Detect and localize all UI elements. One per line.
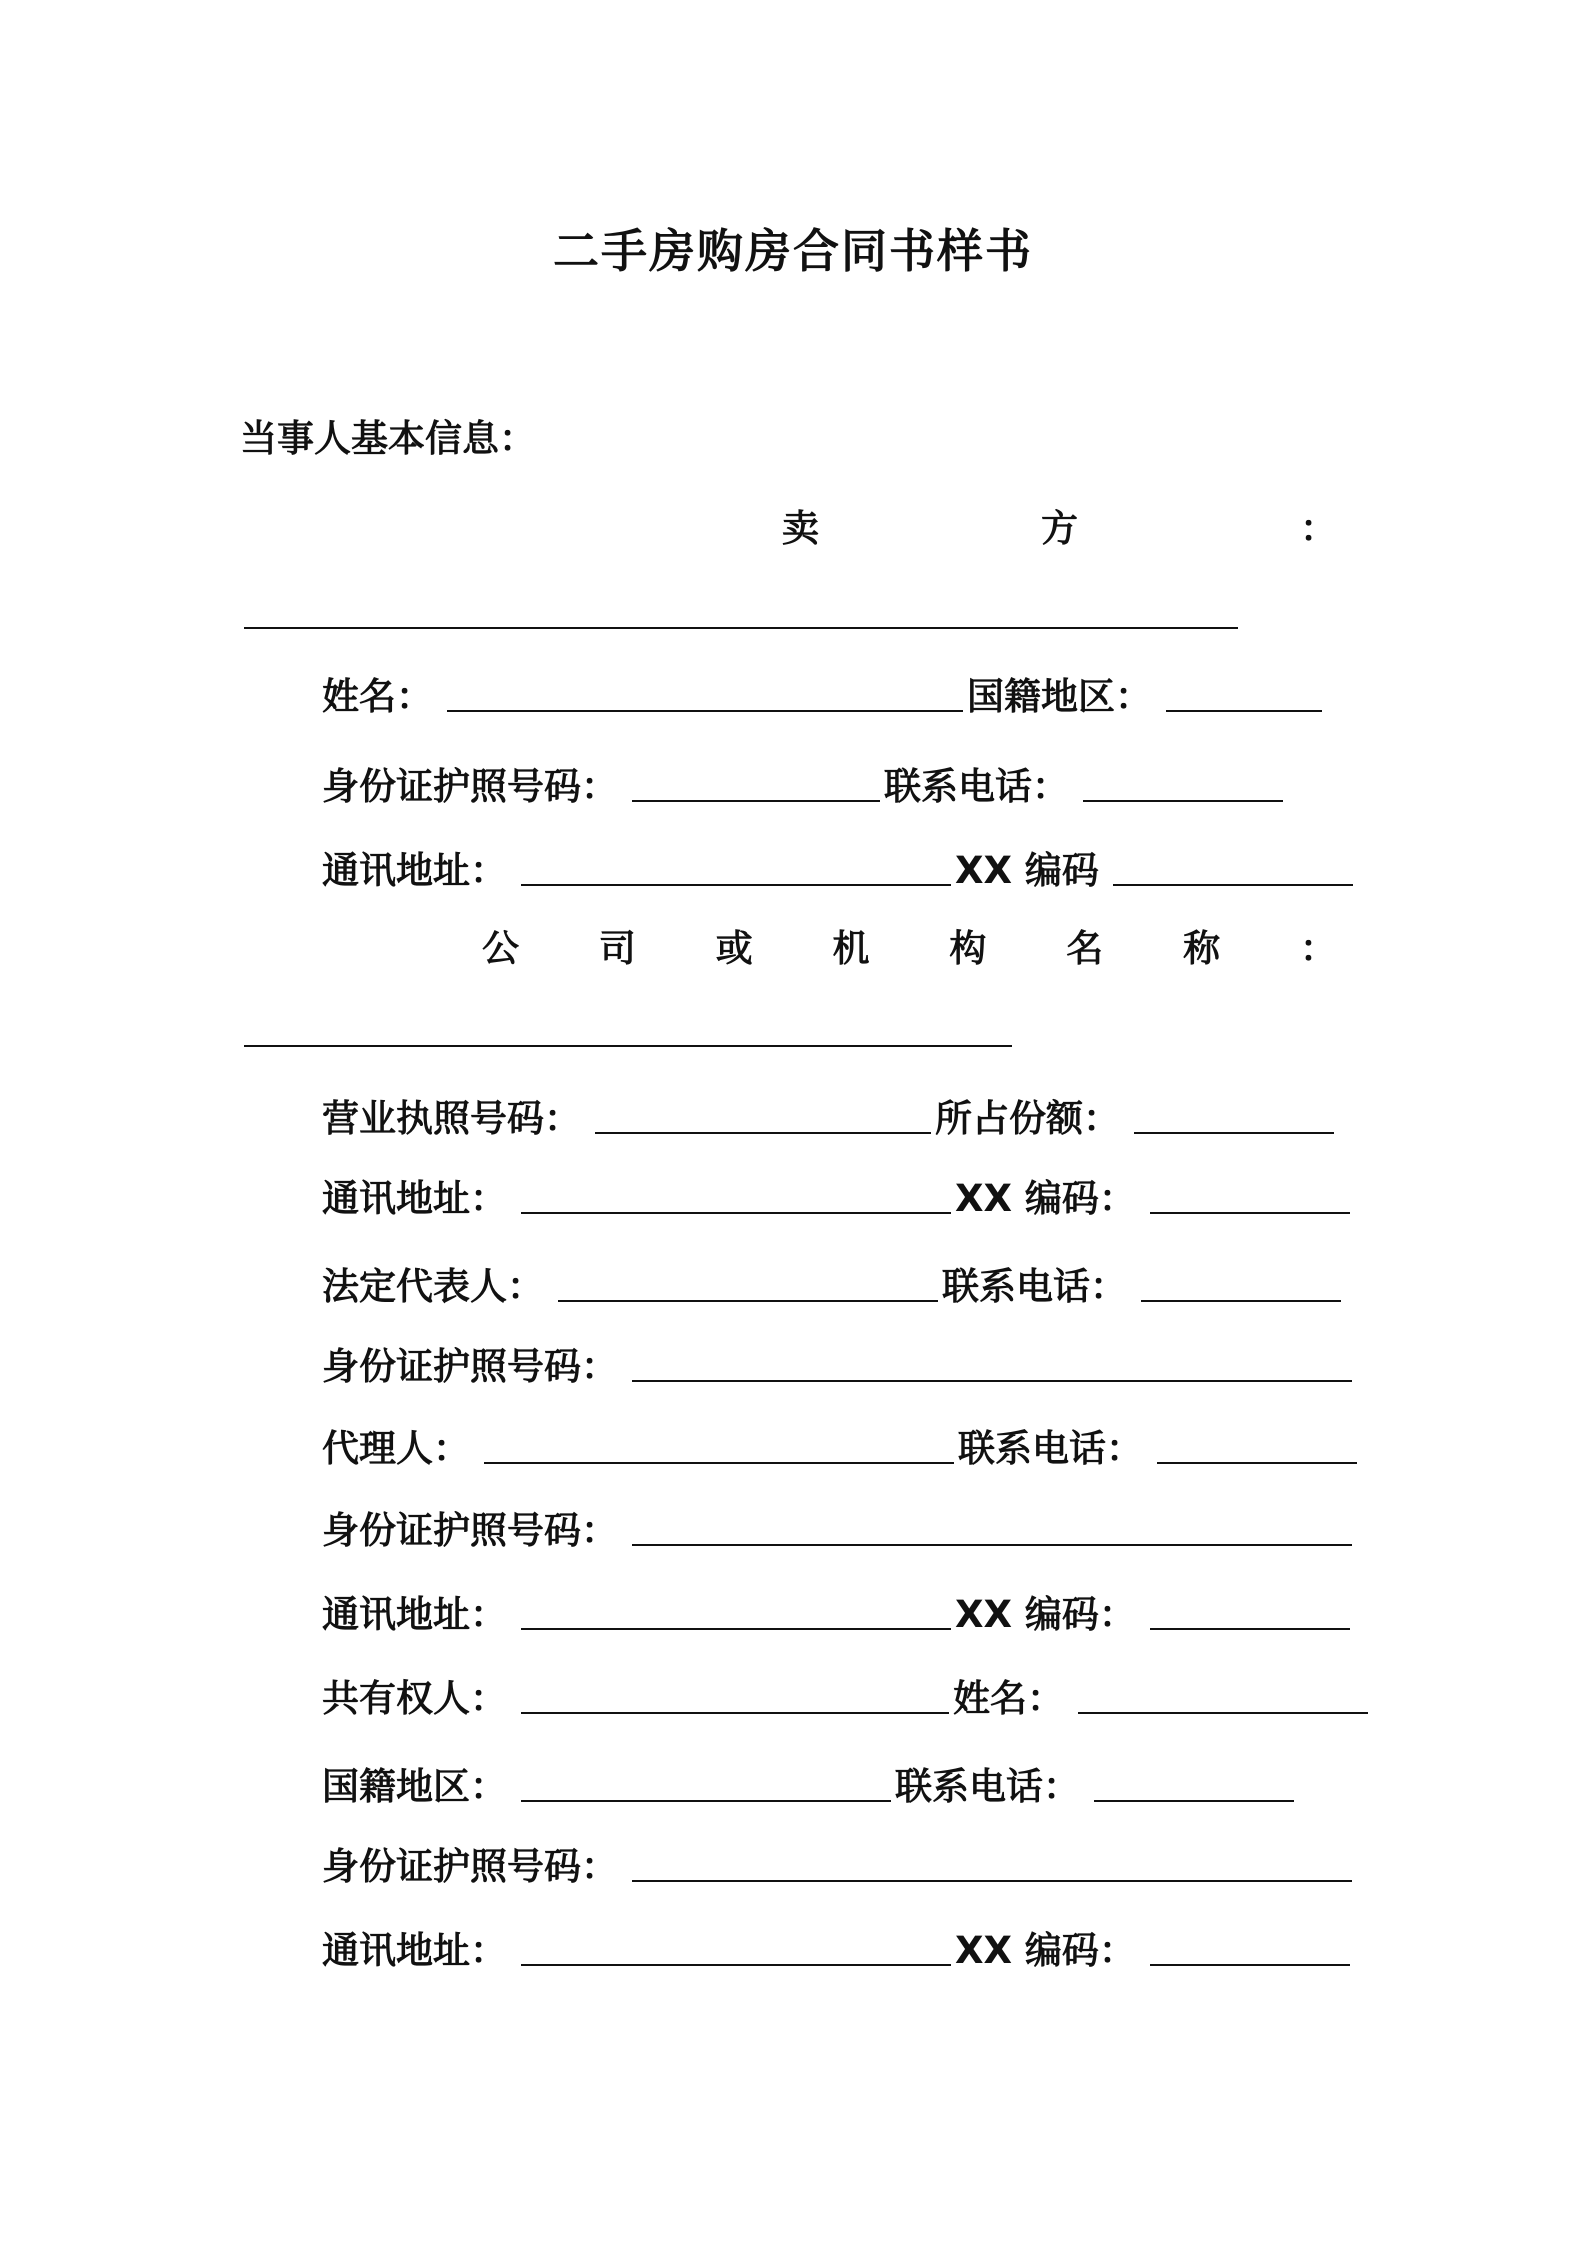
- agent-id-row: [322, 1500, 1352, 1554]
- id-passport-blank[interactable]: [632, 1544, 1352, 1546]
- id-passport-label: 身份证护照号码：: [322, 1345, 618, 1388]
- legal-rep-row: [322, 1256, 1352, 1310]
- phone-label: 联系电话：: [895, 1765, 1080, 1808]
- company-heading-char: 或: [715, 927, 753, 970]
- address-blank[interactable]: [521, 1964, 951, 1966]
- postcode-blank[interactable]: [1113, 884, 1353, 886]
- company-heading-char: 机: [832, 927, 870, 970]
- co-owner-blank[interactable]: [521, 1712, 949, 1714]
- name-blank[interactable]: [447, 710, 963, 712]
- phone-blank[interactable]: [1083, 800, 1283, 802]
- postcode-label: XX 编码：: [955, 1177, 1136, 1220]
- seller-heading-char: 方: [1041, 507, 1078, 550]
- id-passport-label: 身份证护照号码：: [322, 765, 618, 808]
- postcode-blank[interactable]: [1150, 1212, 1350, 1214]
- phone-label: 联系电话：: [884, 765, 1069, 808]
- co-owner-row: [322, 1668, 1352, 1722]
- name-label: 姓名：: [953, 1677, 1064, 1720]
- document-title: 二手房购房合同书样书: [553, 224, 1033, 278]
- legal-rep-blank[interactable]: [558, 1300, 938, 1302]
- nationality-label: 国籍地区：: [967, 675, 1152, 718]
- address-blank[interactable]: [521, 1212, 951, 1214]
- nationality-label: 国籍地区：: [322, 1765, 507, 1808]
- co-owner-nationality-row: [322, 1756, 1352, 1810]
- id-passport-label: 身份证护照号码：: [322, 1509, 618, 1552]
- seller-name-row: [322, 666, 1352, 720]
- legal-rep-label: 法定代表人：: [322, 1265, 544, 1308]
- id-passport-blank[interactable]: [632, 1880, 1352, 1882]
- company-address-row: [322, 1168, 1352, 1222]
- company-heading-char: 名: [1066, 927, 1104, 970]
- company-heading-char: 构: [949, 927, 987, 970]
- postcode-label: XX 编码: [955, 849, 1099, 892]
- address-label: 通讯地址：: [322, 1593, 507, 1636]
- postcode-label: XX 编码：: [955, 1593, 1136, 1636]
- company-heading-char: ：: [1299, 927, 1337, 970]
- share-blank[interactable]: [1134, 1132, 1334, 1134]
- section-heading: 当事人基本信息：: [240, 417, 536, 460]
- phone-label: 联系电话：: [958, 1427, 1143, 1470]
- agent-row: [322, 1418, 1352, 1472]
- phone-blank[interactable]: [1157, 1462, 1357, 1464]
- postcode-label: XX 编码：: [955, 1929, 1136, 1972]
- license-row: [322, 1088, 1352, 1142]
- address-label: 通讯地址：: [322, 1929, 507, 1972]
- co-owner-label: 共有权人：: [322, 1677, 507, 1720]
- agent-label: 代理人：: [322, 1427, 470, 1470]
- nationality-blank[interactable]: [1166, 710, 1322, 712]
- seller-heading-char: 卖: [782, 507, 819, 550]
- co-owner-address-row: [322, 1920, 1352, 1974]
- company-heading-char: 称: [1183, 927, 1221, 970]
- address-label: 通讯地址：: [322, 849, 507, 892]
- postcode-blank[interactable]: [1150, 1964, 1350, 1966]
- address-blank[interactable]: [521, 884, 951, 886]
- address-label: 通讯地址：: [322, 1177, 507, 1220]
- legal-rep-id-row: [322, 1336, 1352, 1390]
- seller-id-row: [322, 756, 1352, 810]
- co-owner-id-row: [322, 1836, 1352, 1890]
- id-passport-label: 身份证护照号码：: [322, 1845, 618, 1888]
- agent-blank[interactable]: [484, 1462, 954, 1464]
- nationality-blank[interactable]: [521, 1800, 891, 1802]
- license-blank[interactable]: [595, 1132, 931, 1134]
- phone-blank[interactable]: [1094, 1800, 1294, 1802]
- license-label: 营业执照号码：: [322, 1097, 581, 1140]
- phone-label: 联系电话：: [942, 1265, 1127, 1308]
- id-passport-blank[interactable]: [632, 1380, 1352, 1382]
- seller-name-blank[interactable]: [244, 627, 1238, 629]
- name-label: 姓名：: [322, 675, 433, 718]
- id-passport-blank[interactable]: [632, 800, 880, 802]
- company-name-blank[interactable]: [244, 1045, 1012, 1047]
- seller-heading-char: ：: [1300, 507, 1337, 550]
- share-label: 所占份额：: [935, 1097, 1120, 1140]
- name-blank[interactable]: [1078, 1712, 1368, 1714]
- postcode-blank[interactable]: [1150, 1628, 1350, 1630]
- seller-address-row: [322, 840, 1352, 894]
- company-heading-char: 公: [482, 927, 519, 970]
- seller-heading: [782, 498, 1337, 552]
- address-blank[interactable]: [521, 1628, 951, 1630]
- company-heading: [482, 918, 1337, 972]
- phone-blank[interactable]: [1141, 1300, 1341, 1302]
- agent-address-row: [322, 1584, 1352, 1638]
- company-heading-char: 司: [598, 927, 636, 970]
